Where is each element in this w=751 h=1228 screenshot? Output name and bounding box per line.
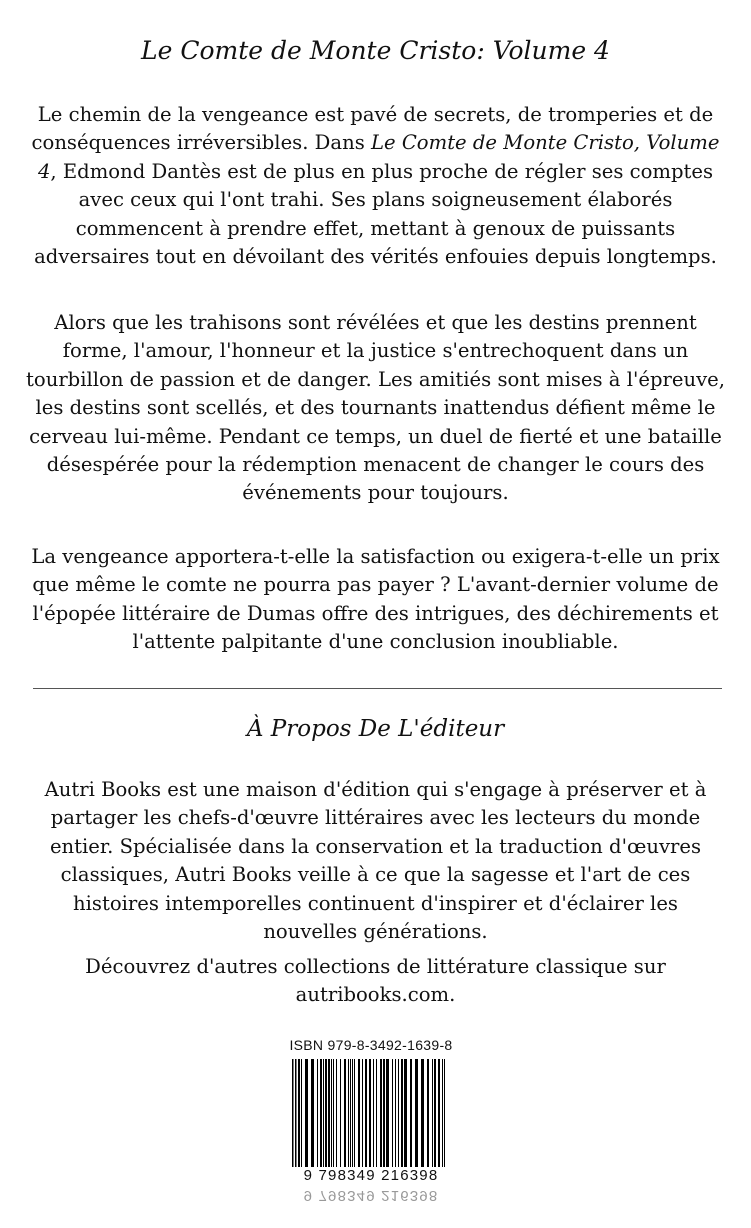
book-title: Le Comte de Monte Cristo: Volume 4 — [141, 36, 610, 65]
blurb-text: Le chemin de la vengeance est pavé de secrets, de tromperies et de conséquences irréversibles. Dans — [31, 103, 714, 155]
barcode-bar — [401, 1059, 403, 1167]
barcode-bar — [438, 1059, 440, 1167]
blurb-text: , Edmond Dantès est de plus en plus proche de régler ses comptes avec ceux qui l'ont trahi. Ses plans soigneusement élaborés commencent à prendre effet, mettant à genoux de puissants adversaires tout en dévoilant des vérités enfouies depuis longtemps. — [34, 159, 717, 269]
blurb-paragraph-1 — [24, 101, 727, 271]
publisher-heading-prefix: À — [246, 716, 271, 742]
barcode-bar — [323, 1059, 324, 1167]
barcode-bar — [298, 1059, 300, 1167]
barcode-bar — [325, 1059, 327, 1167]
barcode-bar — [444, 1059, 445, 1167]
barcode-bar — [362, 1059, 363, 1167]
barcode-bar — [365, 1059, 367, 1167]
barcode-bar — [331, 1059, 332, 1167]
barcode-bar — [354, 1059, 355, 1167]
barcode-bar — [358, 1059, 360, 1167]
section-divider — [33, 688, 722, 689]
barcode-bar — [328, 1059, 330, 1167]
barcode-bar — [415, 1059, 418, 1167]
barcode-bar — [395, 1059, 396, 1167]
barcode-bar — [398, 1059, 399, 1167]
barcode-bar — [404, 1059, 407, 1167]
barcode-bar — [348, 1059, 349, 1167]
barcode-bar — [340, 1059, 341, 1167]
barcode-bar — [432, 1059, 433, 1167]
barcode-bar — [320, 1059, 322, 1167]
publisher-about: Autri Books est une maison d'édition qui s'engage à préserver et à partager les chefs-d'œuvre littéraires avec les lecteurs du monde entier. Spécialisée dans la conservation et la traduction d'œuvres classiques, Autri Books veille à ce que la sagesse et l'art de ces histoires intemporelles continuent d'inspirer et d'éclairer les nouvelles générations. — [44, 778, 707, 944]
barcode-bar — [392, 1059, 393, 1167]
isbn-barcode — [286, 1037, 456, 1228]
barcode-bar — [369, 1059, 371, 1177]
barcode-bar — [350, 1059, 351, 1167]
barcode-bar — [380, 1059, 382, 1167]
barcode-bar — [301, 1059, 302, 1167]
barcode-bar — [376, 1059, 377, 1167]
barcode-bar — [427, 1059, 429, 1167]
publisher-heading — [0, 716, 751, 742]
barcode-bar — [434, 1059, 436, 1167]
barcode-bar — [410, 1059, 412, 1167]
barcode-digits-mirror: 9 798349 216398 — [303, 1187, 439, 1204]
barcode-bar — [352, 1059, 353, 1167]
barcode-bar — [383, 1059, 385, 1167]
blurb-paragraph-3: La vengeance apportera-t-elle la satisfaction ou exigera-t-elle un prix que même le comte ne pourra pas payer ? L'avant-dernier volume de l'épopée littéraire de Dumas offre des intrigues, des déchirements et l'attente palpitante d'une conclusion inoubliable. — [31, 545, 720, 654]
barcode-bar — [386, 1059, 389, 1167]
blurb-paragraph-2: Alors que les trahisons sont révélées et que les destins prennent forme, l'amour, l'honneur et la justice s'entrechoquent dans un tourbillon de passion et de danger. Les amitiés sont mises à l'épreuve, les destins sont scellés, et des tournants inattendus défient même le cerveau lui-même. Pendant ce temps, un duel de fierté et une bataille désespérée pour la rédemption menacent de changer le cours des événements pour toujours. — [26, 311, 725, 505]
barcode-bar — [292, 1059, 294, 1177]
barcode-bar — [421, 1059, 424, 1167]
barcode-bar — [336, 1059, 337, 1167]
barcode-bar — [373, 1059, 374, 1167]
barcode-bar — [311, 1059, 314, 1167]
barcode-bar — [317, 1059, 318, 1167]
publisher-discover: Découvrez d'autres collections de littérature classique sur autribooks.com. — [85, 955, 666, 1007]
barcode-bar — [344, 1059, 346, 1167]
barcode-bar — [305, 1059, 308, 1167]
isbn-label: ISBN 979-8-3492-1639-8 — [289, 1037, 453, 1053]
barcode-bar — [442, 1059, 443, 1167]
barcode-bars — [288, 1059, 454, 1177]
publisher-heading-text: Propos De L'éditeur — [270, 716, 505, 742]
blurb-italic-title: Le Comte de Monte Cristo, Volume 4 — [37, 131, 720, 183]
barcode-digits: 9 798349 216398 — [286, 1167, 456, 1184]
barcode-bar — [295, 1059, 297, 1177]
barcode-bar — [333, 1059, 334, 1167]
